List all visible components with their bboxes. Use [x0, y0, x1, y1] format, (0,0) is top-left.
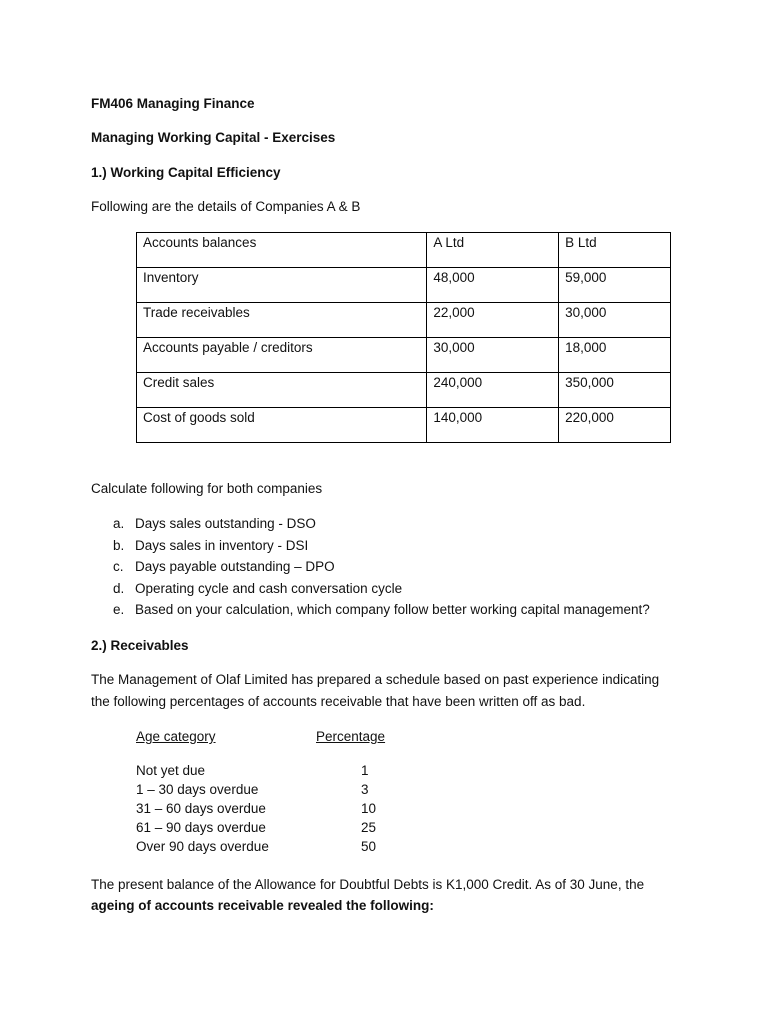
- table-cell: 240,000: [427, 373, 559, 408]
- table-cell: 30,000: [559, 303, 671, 338]
- list-marker: a.: [113, 516, 125, 531]
- section-2-paragraph-1-line-2: the following percentages of accounts receivable that have been written off as bad.: [91, 694, 586, 709]
- percentage-cell: 1: [361, 763, 369, 778]
- list-item-text: Days sales in inventory - DSI: [135, 537, 309, 553]
- table-cell: Cost of goods sold: [137, 408, 427, 443]
- table-header-cell: Accounts balances: [137, 233, 427, 268]
- percentage-cell: 3: [361, 782, 369, 797]
- list-marker: b.: [113, 537, 125, 553]
- table-cell: 30,000: [427, 338, 559, 373]
- table-row: [137, 373, 671, 408]
- list-item: [91, 579, 650, 601]
- list-marker: d.: [113, 580, 125, 596]
- age-category-header: Age category: [136, 729, 216, 744]
- table-cell: Inventory: [137, 268, 427, 303]
- percentage-cell: 50: [361, 839, 377, 854]
- table-cell: Credit sales: [137, 373, 427, 408]
- table-cell: 140,000: [427, 408, 559, 443]
- table-row: [137, 338, 671, 373]
- section-2-heading: 2.) Receivables: [91, 638, 189, 653]
- table-cell: Trade receivables: [137, 303, 427, 338]
- table-cell: 48,000: [427, 268, 559, 303]
- section-1-instruction: Calculate following for both companies: [91, 481, 323, 496]
- table-cell: 22,000: [427, 303, 559, 338]
- table-row: [137, 268, 671, 303]
- section-2-paragraph-2-line-2: ageing of accounts receivable revealed the following:: [91, 898, 434, 913]
- age-category-cell: 1 – 30 days overdue: [136, 782, 259, 797]
- table-cell: 18,000: [559, 338, 671, 373]
- table-row: [137, 408, 671, 443]
- section-1-intro: Following are the details of Companies A & B: [91, 199, 361, 214]
- document-title: Managing Working Capital - Exercises: [91, 130, 336, 145]
- table-header-row: [137, 233, 671, 268]
- table-header-cell: B Ltd: [559, 233, 671, 268]
- table-cell: 350,000: [559, 373, 671, 408]
- section-2-paragraph-1-line-1: The Management of Olaf Limited has prepared a schedule based on past experience indicating: [91, 672, 660, 687]
- list-item: [91, 536, 650, 558]
- table-cell: 59,000: [559, 268, 671, 303]
- percentage-header: Percentage: [316, 729, 386, 744]
- age-category-cell: 31 – 60 days overdue: [136, 801, 266, 816]
- list-item-text: Days sales outstanding - DSO: [135, 516, 316, 531]
- section-2-paragraph-2-line-1: The present balance of the Allowance for Doubtful Debts is K1,000 Credit. As of 30 June, the: [91, 877, 645, 892]
- table-cell: 220,000: [559, 408, 671, 443]
- age-category-cell: 61 – 90 days overdue: [136, 820, 266, 835]
- account-balances-table: [136, 232, 671, 443]
- list-item-text: Based on your calculation, which company follow better working capital management?: [135, 602, 650, 618]
- list-item-text: Operating cycle and cash conversation cycle: [135, 580, 403, 596]
- course-title: FM406 Managing Finance: [91, 96, 255, 111]
- list-item: [91, 557, 650, 579]
- age-category-cell: Over 90 days overdue: [136, 839, 269, 854]
- percentage-cell: 10: [361, 801, 377, 816]
- age-category-cell: Not yet due: [136, 763, 206, 778]
- list-item: [91, 600, 650, 622]
- list-item-text: Days payable outstanding – DPO: [135, 559, 335, 575]
- list-marker: e.: [113, 602, 125, 618]
- list-item: [91, 514, 650, 536]
- table-header-cell: A Ltd: [427, 233, 559, 268]
- list-marker: c.: [113, 559, 124, 575]
- section-1-heading: 1.) Working Capital Efficiency: [91, 165, 281, 180]
- table-row: [137, 303, 671, 338]
- table-cell: Accounts payable / creditors: [137, 338, 427, 373]
- task-list: [91, 514, 650, 622]
- percentage-cell: 25: [361, 820, 377, 835]
